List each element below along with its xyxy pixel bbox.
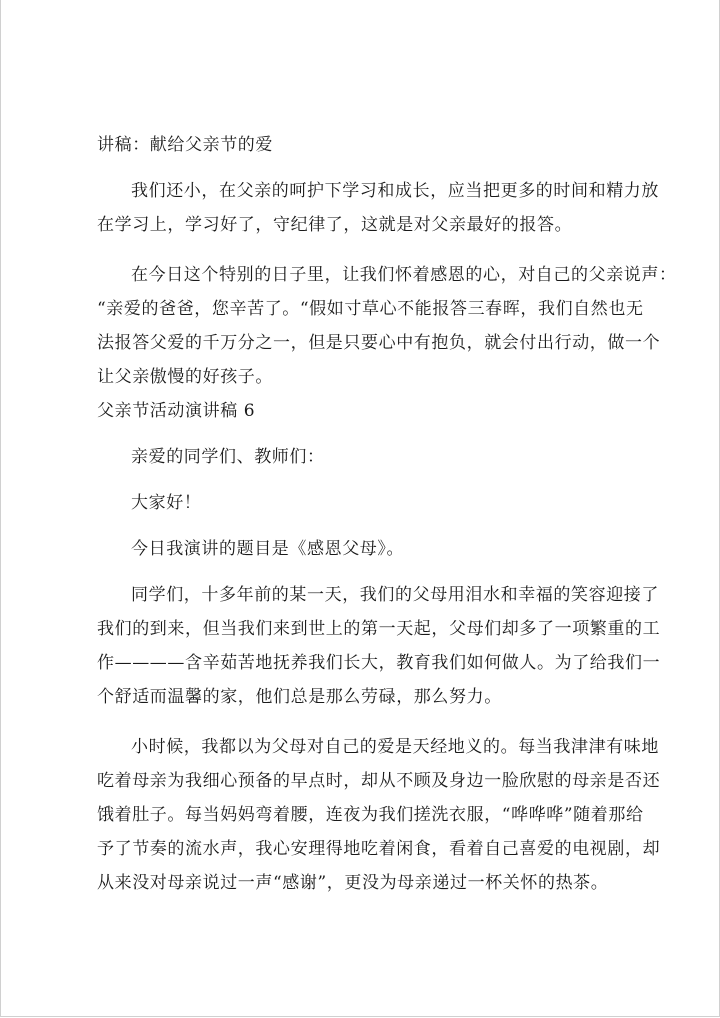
paragraph-line: 同学们，十多年前的某一天，我们的父母用泪水和幸福的笑容迎接了: [131, 585, 659, 605]
hello-line: 大家好！: [131, 493, 202, 513]
greeting-line: 亲爱的同学们、教师们：: [131, 447, 325, 467]
section-heading: 父亲节活动演讲稿 6: [97, 401, 256, 421]
paragraph-line: 从来没对母亲说过一声“感谢”，更没为母亲递过一杯关怀的热茶。: [97, 873, 609, 893]
paragraph-4: [97, 730, 661, 900]
topic-line: 今日我演讲的题目是《感恩父母》。: [131, 539, 405, 559]
paragraph-line: 小时候，我都以为父母对自己的爱是天经地义的。每当我津津有味地: [131, 737, 659, 757]
paragraph-2: [97, 258, 677, 394]
paragraph-line: 吃着母亲为我细心预备的早点时，却从不顾及身边一脸欣慰的母亲是否还: [97, 771, 661, 791]
paragraph-1: [97, 174, 659, 242]
paragraph-line: 饿着肚子。每当妈妈弯着腰，连夜为我们搓洗衣服，“哗哗哗”随着那给: [97, 805, 644, 825]
paragraph-line: 予了节奏的流水声，我心安理得地吃着闲食，看着自己喜爱的电视剧，却: [97, 839, 661, 859]
document-body: [97, 128, 677, 900]
section-heading: 讲稿：献给父亲节的爱: [97, 135, 273, 155]
paragraph-line: 在学习上，学习好了，守纪律了，这就是对父亲最好的报答。: [97, 215, 573, 235]
paragraph-line: 作————含辛茹苦地抚养我们长大，教育我们如何做人。为了给我们一: [97, 653, 661, 673]
paragraph-line: 让父亲傲慢的好孩子。: [97, 367, 273, 387]
paragraph-3: [97, 578, 661, 714]
paragraph-line: 法报答父爱的千万分之一，但是只要心中有抱负，就会付出行动，做一个: [97, 333, 661, 353]
paragraph-line: “亲爱的爸爸，您辛苦了。“假如寸草心不能报答三春晖，我们自然也无: [97, 299, 644, 319]
paragraph-line: 在今日这个特别的日子里，让我们怀着感恩的心，对自己的父亲说声：: [131, 265, 677, 285]
paragraph-line: 我们的到来，但当我们来到世上的第一天起，父母们却多了一项繁重的工: [97, 619, 661, 639]
paragraph-line: 我们还小，在父亲的呵护下学习和成长，应当把更多的时间和精力放: [131, 181, 659, 201]
paragraph-line: 个舒适而温馨的家，他们总是那么劳碌，那么努力。: [97, 687, 502, 707]
